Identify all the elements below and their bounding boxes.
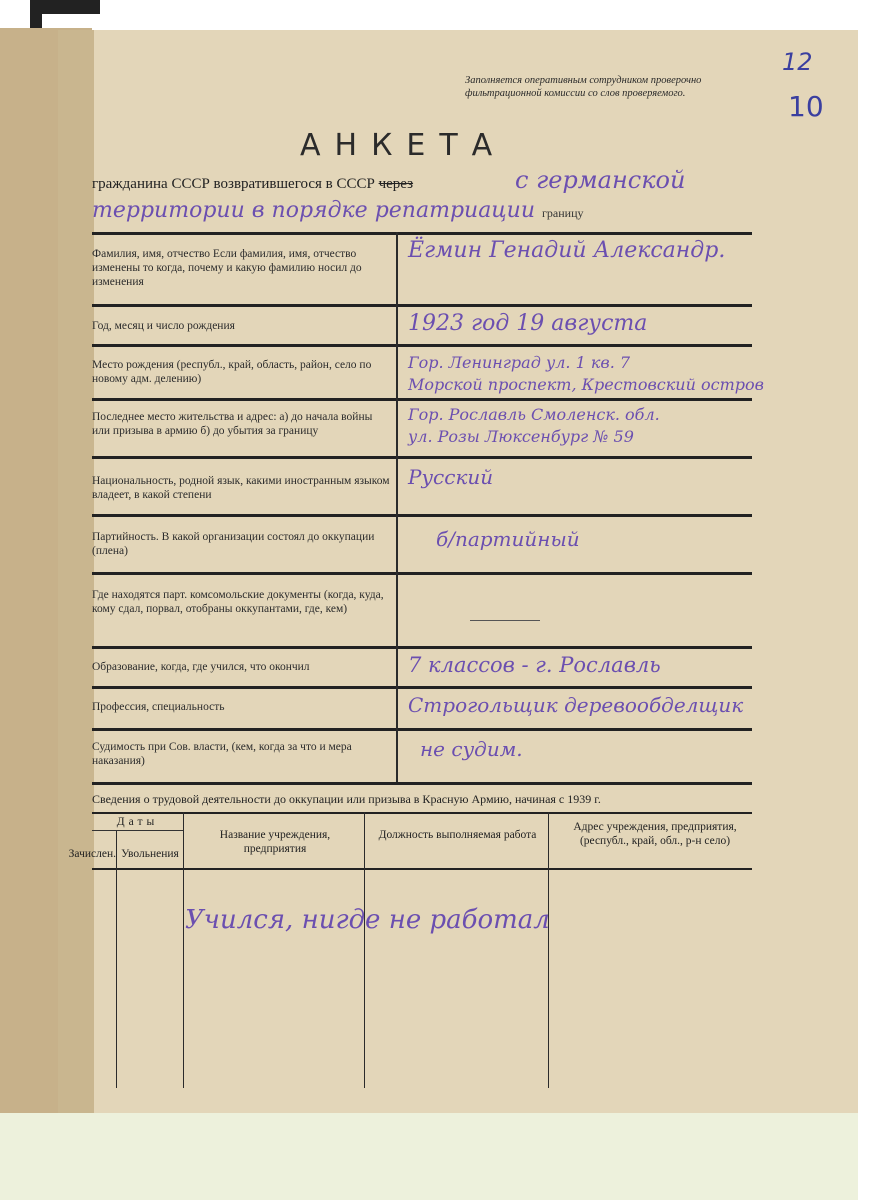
- field-label-education: Образование, когда, где учился, что окончил: [92, 661, 310, 673]
- fold-shadow: [58, 30, 94, 1113]
- row-divider: [92, 456, 752, 459]
- row-divider: [92, 646, 752, 649]
- row-divider: [92, 304, 752, 307]
- subtitle-printed-tail: границу: [542, 206, 584, 220]
- subtitle-struck: через: [378, 176, 414, 192]
- table-header-fired: Увольнения: [121, 848, 179, 860]
- work-section-heading: Сведения о трудовой деятельности до оккупации или призыва в Красную Армию, начиная с 1939 г.: [92, 792, 601, 806]
- form-title: АНКЕТА: [300, 128, 507, 163]
- row-divider: [92, 232, 752, 235]
- field-label-party: Партийность. В какой организации состоял до оккупации (плена): [92, 531, 375, 557]
- field-label-birthdate: Год, месяц и число рождения: [92, 320, 235, 332]
- subtitle: [92, 176, 413, 193]
- table-header-border: [92, 868, 752, 870]
- empty-answer-dash: [470, 620, 540, 621]
- field-label-convictions: Судимость при Сов. власти, (кем, когда за что и мера наказания): [92, 741, 352, 767]
- field-label-residence: Последнее место жительства и адрес: а) до начала войны или призыва в армию б) до убытия за границу: [92, 411, 373, 437]
- table-column-divider: [548, 812, 549, 1088]
- row-divider: [92, 686, 752, 689]
- field-answer-party: б/партийный: [436, 527, 580, 551]
- field-label-profession: Профессия, специальность: [92, 701, 225, 713]
- field-answer-nationality: Русский: [408, 465, 494, 489]
- archive-number-bottom: 10: [788, 90, 824, 123]
- table-column-divider: [116, 830, 117, 1088]
- subtitle-printed: гражданина СССР возвратившегося в СССР: [92, 176, 375, 192]
- column-divider: [396, 232, 398, 782]
- work-history-entry: Учился, нигде не работал: [185, 905, 550, 935]
- field-label-birthplace: Место рождения (республ., край, область, район, село по новому адм. делению): [92, 359, 372, 385]
- table-header-dates: Даты: [116, 816, 159, 828]
- table-top-border: [92, 812, 752, 814]
- corner-mark: [30, 0, 100, 14]
- table-header-address: Адрес учреждения, предприятия, (республ., край, обл., р-н село): [573, 821, 737, 847]
- field-answer-residence: Гор. Рославль Смоленск. обл. ул. Розы Люксенбург № 59: [408, 405, 660, 446]
- subtitle-handwritten-2: [92, 198, 584, 223]
- table-header-hired: Зачислен.: [68, 848, 116, 860]
- field-label-name: Фамилия, имя, отчество Если фамилия, имя, отчество изменены то когда, почему и какую фамилию носил до изменения: [92, 248, 362, 288]
- dates-subheader-line: [92, 830, 183, 831]
- row-divider: [92, 398, 752, 401]
- subtitle-handwritten-2-text: территории в порядке репатриации: [92, 198, 535, 223]
- field-answer-profession: Строгольщик деревообделщик: [408, 693, 744, 717]
- field-label-documents: Где находятся парт. комсомольские документы (когда, куда, кому сдал, порвал, отобраны оккупантами, где, кем): [92, 589, 384, 615]
- archive-number-top: 12: [782, 48, 813, 76]
- subtitle-handwritten-1: с германской: [515, 166, 686, 194]
- bottom-strip: [0, 1113, 858, 1200]
- row-divider: [92, 344, 752, 347]
- field-label-nationality: Национальность, родной язык, какими иностранным языком владеет, в какой степени: [92, 475, 390, 501]
- field-answer-name: Ёгмин Генадий Александр.: [408, 238, 726, 263]
- table-column-divider: [364, 812, 365, 1088]
- archive-number: [782, 48, 842, 123]
- row-divider: [92, 514, 752, 517]
- row-divider: [92, 728, 752, 731]
- field-answer-birthdate: 1923 год 19 августа: [408, 311, 648, 336]
- field-answer-birthplace: Гор. Ленинград ул. 1 кв. 7 Морской проспект, Крестовский остров: [408, 353, 764, 394]
- table-header-organization: Название учреждения, предприятия: [219, 829, 331, 855]
- table-column-divider: [183, 812, 184, 1088]
- field-answer-education: 7 классов - г. Рославль: [408, 653, 661, 677]
- table-header-position: Должность выполняемая работа: [378, 829, 537, 841]
- row-divider: [92, 572, 752, 575]
- field-answer-convictions: не судим.: [420, 737, 523, 761]
- instruction-note: Заполняется оперативным сотрудником проверочно фильтрационной комиссии со слов проверяемого.: [465, 75, 702, 99]
- row-divider: [92, 782, 752, 785]
